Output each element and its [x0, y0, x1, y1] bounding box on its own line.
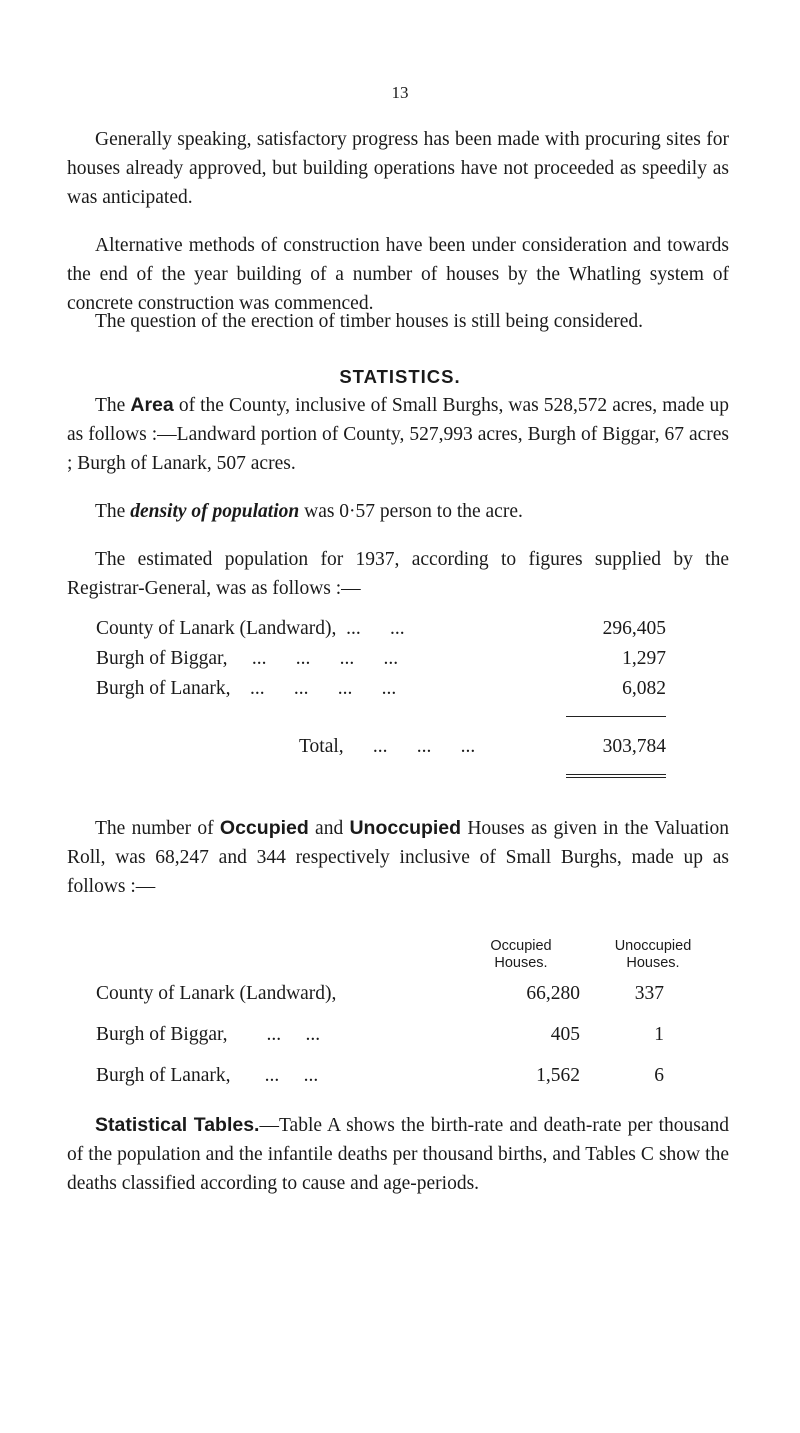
header-occupied-line1: Occupied — [490, 938, 552, 954]
population-row-biggar — [96, 648, 666, 676]
page-number: 13 — [391, 83, 409, 102]
statistics-heading: STATISTICS. — [339, 366, 461, 387]
header-unoccupied-line2: Houses. — [626, 955, 680, 971]
houses-row-lanark — [96, 1065, 696, 1093]
paragraph-statistical-tables — [67, 1111, 729, 1198]
population-label: Burgh of Biggar, ... ... ... ... — [96, 648, 399, 669]
header-unoccupied — [598, 938, 708, 972]
area-rest: of the County, inclusive of Small Burghs, was 528,572 acres, made up as follows :—Landward portion of County, 527,993 acres, Burgh of Biggar, 67 acres ; Burgh of Lanark, 507 acres. — [67, 395, 729, 474]
paragraph-area — [67, 391, 729, 478]
area-term: Area — [130, 394, 174, 416]
density-term: density of population — [130, 501, 300, 522]
population-value: 6,082 — [622, 678, 666, 699]
paragraph-alternative-methods: Alternative methods of construction have been under consideration and towards the end of the year building of a number of houses by the Whatling system of concrete construction was commenced. — [67, 235, 729, 314]
population-label: County of Lanark (Landward), ... ... — [96, 618, 405, 639]
area-lead: The — [95, 395, 131, 416]
houses-occupied: 66,280 — [526, 983, 580, 1004]
houses-label: County of Lanark (Landward), — [96, 983, 337, 1004]
density-lead: The — [95, 501, 131, 522]
statistical-tables-rest: —Table A shows the birth-rate and death-rate per thousand of the population and the infantile deaths per thousand births, and Tables C show the deaths classified according to cause and age-periods. — [67, 1115, 729, 1194]
population-value: 1,297 — [622, 648, 666, 669]
population-row-county — [96, 618, 666, 646]
total-rule-top — [566, 716, 666, 717]
paragraph-progress: Generally speaking, satisfactory progress has been made with procuring sites for houses already approved, but building operations have not proceeded as speedily as was anticipated. — [67, 129, 729, 208]
population-row-lanark — [96, 678, 666, 706]
houses-term-unoccupied: Unoccupied — [349, 817, 462, 839]
header-occupied — [466, 938, 576, 972]
total-rule-double-1 — [566, 774, 666, 775]
houses-label: Burgh of Biggar, ... ... — [96, 1024, 321, 1045]
header-unoccupied-line1: Unoccupied — [614, 938, 692, 954]
houses-lead: The number of — [95, 818, 220, 839]
houses-label: Burgh of Lanark, ... ... — [96, 1065, 319, 1086]
total-rule-double-2 — [566, 777, 666, 778]
population-total-value: 303,784 — [602, 736, 666, 757]
statistical-tables-term: Statistical Tables. — [95, 1114, 260, 1136]
paragraph-houses-intro — [67, 814, 729, 901]
population-label: Burgh of Lanark, ... ... ... ... — [96, 678, 397, 699]
paragraph-population-intro: The estimated population for 1937, according to figures supplied by the Registrar-General, was as follows :— — [67, 549, 729, 599]
density-rest: was 0·57 person to the acre. — [299, 501, 523, 522]
population-row-total — [96, 736, 666, 764]
houses-row-county — [96, 983, 696, 1011]
houses-mid: and — [308, 818, 350, 839]
houses-occupied: 405 — [550, 1024, 580, 1045]
houses-row-biggar — [96, 1024, 696, 1052]
header-occupied-line2: Houses. — [494, 955, 548, 971]
paragraph-density — [67, 497, 729, 526]
population-total-label: Total, ... ... ... — [299, 736, 476, 757]
paragraph-timber-houses: The question of the erection of timber houses is still being considered. — [95, 311, 644, 332]
houses-occupied: 1,562 — [536, 1065, 580, 1086]
houses-unoccupied: 337 — [634, 983, 664, 1004]
houses-term-occupied: Occupied — [219, 817, 309, 839]
houses-unoccupied: 6 — [654, 1065, 664, 1086]
houses-unoccupied: 1 — [654, 1024, 664, 1045]
population-value: 296,405 — [602, 618, 666, 639]
houses-rest: Houses as given in the Valuation Roll, was 68,247 and 344 respectively inclusive of Small Burghs, made up as follows :— — [67, 818, 729, 897]
